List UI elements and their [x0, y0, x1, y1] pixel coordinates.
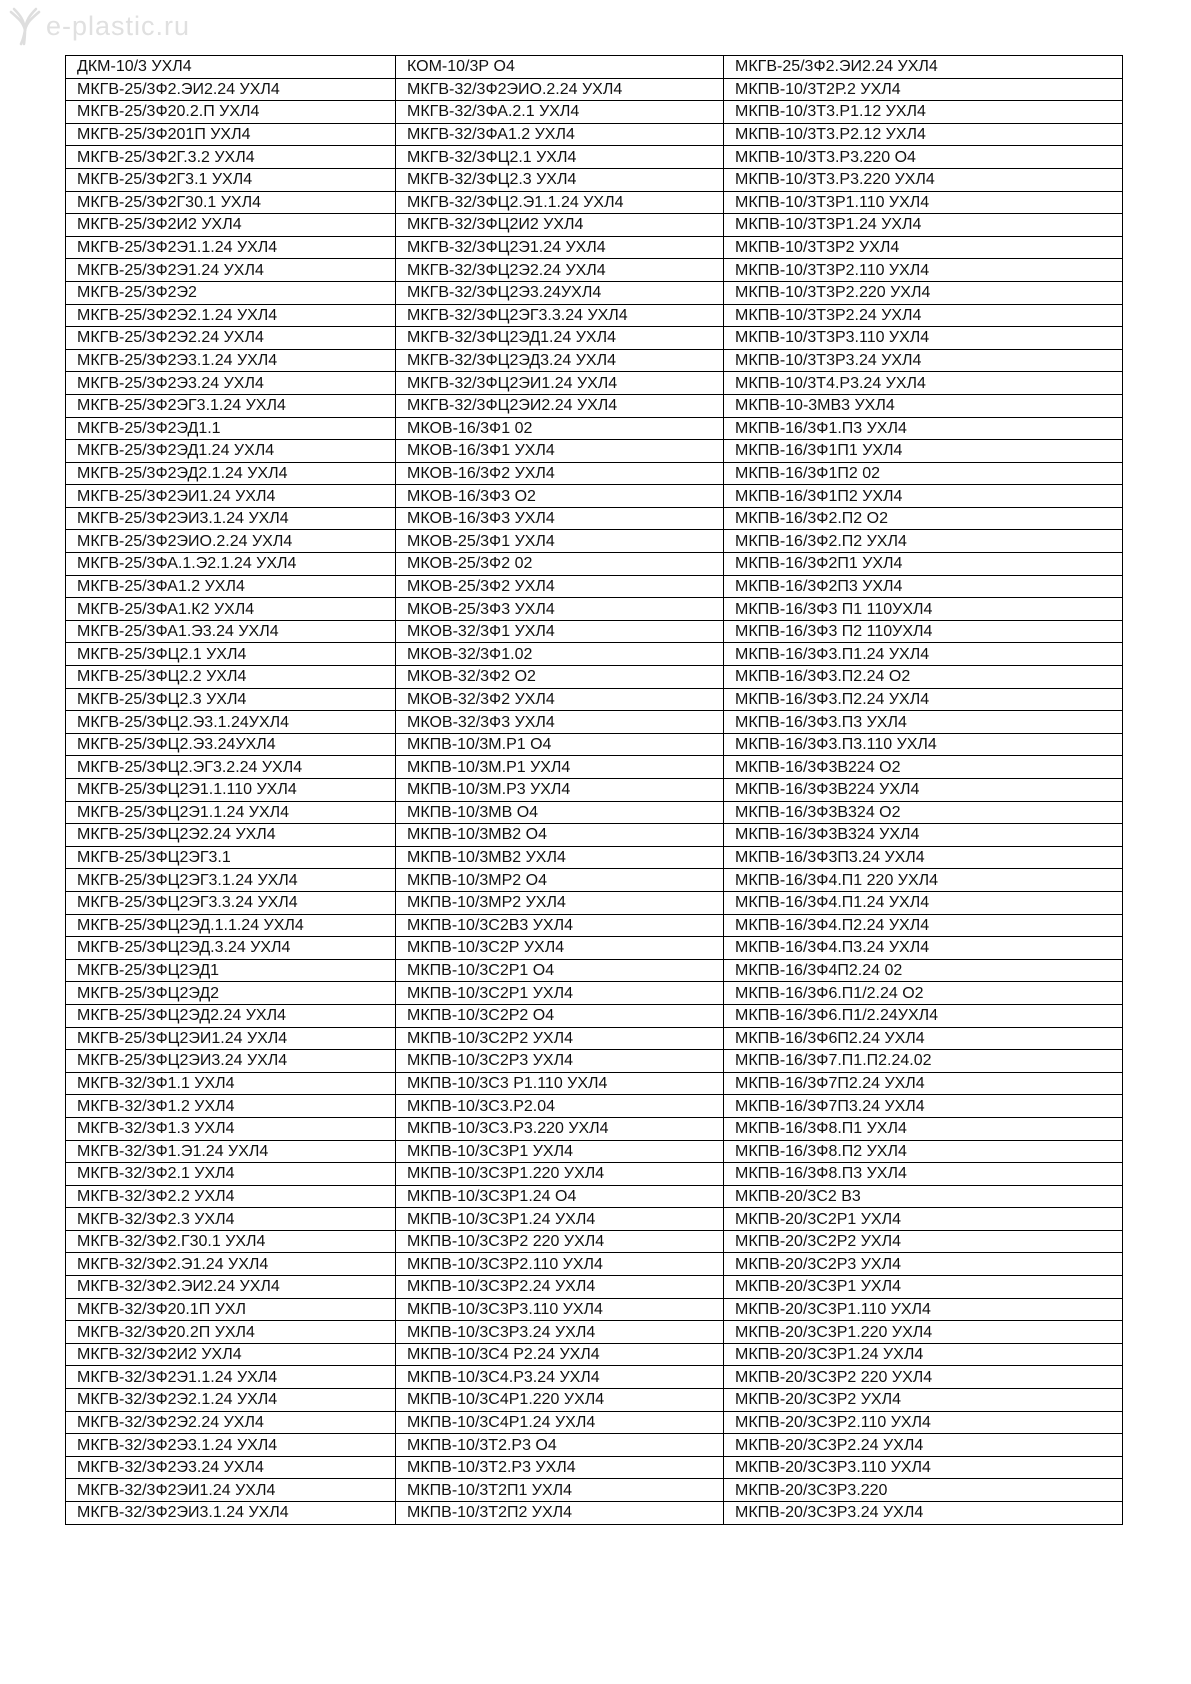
table-row [66, 1117, 1123, 1140]
model-code-cell: МКГВ-32/3ФЦ2И2 УХЛ4 [396, 214, 724, 237]
model-code-cell: МКПВ-10/3С2Р УХЛ4 [396, 937, 724, 960]
model-code-cell: МКПВ-16/3Ф3.П2.24 О2 [724, 666, 1123, 689]
model-code-cell: МКОВ-32/3Ф2 О2 [396, 666, 724, 689]
table-row [66, 417, 1123, 440]
table-row [66, 666, 1123, 689]
model-code-cell: МКПВ-16/3Ф8.П1 УХЛ4 [724, 1117, 1123, 1140]
model-code-cell: МКГВ-25/3ФЦ2.ЭГ3.2.24 УХЛ4 [66, 756, 396, 779]
model-code-cell: МКПВ-16/3Ф3В224 УХЛ4 [724, 779, 1123, 802]
model-code-cell: МКГВ-32/3Ф2.3 УХЛ4 [66, 1208, 396, 1231]
model-code-cell: МКГВ-32/3Ф2ЭИ1.24 УХЛ4 [66, 1479, 396, 1502]
model-code-cell: МКПВ-10/3Т2П2 УХЛ4 [396, 1502, 724, 1525]
model-code-cell: МКОВ-16/3Ф1 02 [396, 417, 724, 440]
model-code-cell: МКПВ-16/3Ф7П2.24 УХЛ4 [724, 1072, 1123, 1095]
model-code-cell: МКПВ-16/3Ф3В324 УХЛ4 [724, 824, 1123, 847]
model-code-cell: МКПВ-10/3Т3.Р1.12 УХЛ4 [724, 101, 1123, 124]
model-code-cell: МКГВ-25/3Ф2ЭД2.1.24 УХЛ4 [66, 462, 396, 485]
model-code-cell: МКГВ-32/3Ф1.3 УХЛ4 [66, 1117, 396, 1140]
model-code-cell: МКПВ-16/3Ф3.П3 УХЛ4 [724, 711, 1123, 734]
model-code-cell: МКПВ-10/3Т4.Р3.24 УХЛ4 [724, 372, 1123, 395]
model-code-cell: МКПВ-16/3Ф4.П1 220 УХЛ4 [724, 869, 1123, 892]
model-code-cell: МКПВ-10/3С4Р1.24 УХЛ4 [396, 1411, 724, 1434]
table-row [66, 688, 1123, 711]
model-code-cell: МКПВ-20/3С2Р3 УХЛ4 [724, 1253, 1123, 1276]
model-code-cell: МКПВ-20/3С2Р1 УХЛ4 [724, 1208, 1123, 1231]
model-codes-table [65, 55, 1123, 1525]
table-row [66, 1050, 1123, 1073]
model-code-cell: МКГВ-25/3ФЦ2ЭГ3.3.24 УХЛ4 [66, 891, 396, 914]
model-code-cell: МКПВ-16/3Ф6П2.24 УХЛ4 [724, 1027, 1123, 1050]
model-code-cell: МКГВ-32/3ФА.2.1 УХЛ4 [396, 101, 724, 124]
model-code-cell: МКПВ-16/3Ф3.П3.110 УХЛ4 [724, 733, 1123, 756]
model-code-cell: МКГВ-25/3Ф2Г3.1 УХЛ4 [66, 168, 396, 191]
model-code-cell: МКГВ-25/3ФЦ2.Э3.24УХЛ4 [66, 733, 396, 756]
model-code-cell: МКПВ-10/3С3Р3.110 УХЛ4 [396, 1298, 724, 1321]
model-code-cell: МКГВ-32/3ФЦ2ЭИ1.24 УХЛ4 [396, 372, 724, 395]
model-code-cell: МКПВ-16/3Ф8.П2 УХЛ4 [724, 1140, 1123, 1163]
model-code-cell: МКГВ-25/3ФЦ2ЭД1 [66, 959, 396, 982]
table-row [66, 711, 1123, 734]
table-row [66, 620, 1123, 643]
model-code-cell: МКГВ-32/3Ф2Э3.1.24 УХЛ4 [66, 1434, 396, 1457]
model-code-cell: МКПВ-20/3С2 В3 [724, 1185, 1123, 1208]
model-code-cell: МКПВ-10/3С3Р1.24 О4 [396, 1185, 724, 1208]
model-code-cell: МКПВ-10/3М.Р1 УХЛ4 [396, 756, 724, 779]
model-code-cell: МКГВ-25/3ФЦ2ЭД2.24 УХЛ4 [66, 1004, 396, 1027]
table-row [66, 1366, 1123, 1389]
model-code-cell: МКГВ-25/3ФЦ2ЭИ1.24 УХЛ4 [66, 1027, 396, 1050]
model-code-cell: МКГВ-25/3Ф2.ЭИ2.24 УХЛ4 [66, 78, 396, 101]
model-code-cell: МКГВ-25/3ФЦ2ЭД2 [66, 982, 396, 1005]
model-code-cell: МКПВ-16/3Ф1П1 УХЛ4 [724, 440, 1123, 463]
table-row [66, 1434, 1123, 1457]
model-code-cell: МКПВ-10/3С3Р1.24 УХЛ4 [396, 1208, 724, 1231]
model-code-cell: МКГВ-32/3ФЦ2ЭД1.24 УХЛ4 [396, 327, 724, 350]
model-code-cell: МКПВ-10/3С3.Р3.220 УХЛ4 [396, 1117, 724, 1140]
model-code-cell: МКГВ-32/3Ф2ЭИО.2.24 УХЛ4 [396, 78, 724, 101]
model-code-cell: МКГВ-32/3Ф2Э3.24 УХЛ4 [66, 1456, 396, 1479]
model-code-cell: МКГВ-32/3ФЦ2.1 УХЛ4 [396, 146, 724, 169]
table-row [66, 349, 1123, 372]
table-row [66, 1343, 1123, 1366]
model-code-cell: МКПВ-10/3Т2.Р3 УХЛ4 [396, 1456, 724, 1479]
model-code-cell: МКПВ-10/3Т2П1 УХЛ4 [396, 1479, 724, 1502]
model-code-cell: МКГВ-25/3Ф2.ЭИ2.24 УХЛ4 [724, 56, 1123, 79]
table-row [66, 530, 1123, 553]
model-code-cell: КОМ-10/3Р О4 [396, 56, 724, 79]
model-code-cell: МКПВ-16/3Ф3 П2 110УХЛ4 [724, 620, 1123, 643]
model-code-cell: МКГВ-32/3Ф2Э2.1.24 УХЛ4 [66, 1389, 396, 1412]
model-code-cell: МКПВ-10/3МВ О4 [396, 801, 724, 824]
model-code-cell: МКГВ-32/3Ф2Э1.1.24 УХЛ4 [66, 1366, 396, 1389]
model-code-cell: МКГВ-25/3Ф2ЭД1.24 УХЛ4 [66, 440, 396, 463]
model-code-cell: МКПВ-10-3МВ3 УХЛ4 [724, 394, 1123, 417]
model-code-cell: МКПВ-10/3С3Р3.24 УХЛ4 [396, 1321, 724, 1344]
model-code-cell: МКГВ-25/3Ф20.2.П УХЛ4 [66, 101, 396, 124]
model-code-cell: МКПВ-10/3Т3Р2.110 УХЛ4 [724, 259, 1123, 282]
model-code-cell: МКГВ-32/3Ф20.1П УХЛ [66, 1298, 396, 1321]
model-code-cell: МКПВ-20/3С3Р3.24 УХЛ4 [724, 1502, 1123, 1525]
model-code-cell: МКПВ-10/3Т3.Р3.220 УХЛ4 [724, 168, 1123, 191]
model-code-cell: МКПВ-20/3С3Р2.24 УХЛ4 [724, 1434, 1123, 1457]
model-code-cell: МКГВ-32/3ФА1.2 УХЛ4 [396, 123, 724, 146]
table-row [66, 1411, 1123, 1434]
table-row [66, 440, 1123, 463]
model-code-cell: МКГВ-25/3Ф2ЭГ3.1.24 УХЛ4 [66, 394, 396, 417]
model-code-cell: МКГВ-25/3ФЦ2.2 УХЛ4 [66, 666, 396, 689]
model-code-cell: МКГВ-25/3Ф2Э3.24 УХЛ4 [66, 372, 396, 395]
model-code-cell: МКПВ-16/3Ф2П3 УХЛ4 [724, 575, 1123, 598]
table-row [66, 914, 1123, 937]
table-row [66, 1163, 1123, 1186]
model-code-cell: МКПВ-10/3МВ2 УХЛ4 [396, 846, 724, 869]
model-code-cell: МКПВ-20/3С3Р1.24 УХЛ4 [724, 1343, 1123, 1366]
model-code-cell: МКПВ-10/3С3.Р2.04 [396, 1095, 724, 1118]
table-row [66, 1004, 1123, 1027]
model-code-cell: МКОВ-32/3Ф1.02 [396, 643, 724, 666]
table-row [66, 304, 1123, 327]
model-code-cell: МКПВ-20/3С3Р2.110 УХЛ4 [724, 1411, 1123, 1434]
model-code-cell: МКГВ-25/3Ф2ЭД1.1 [66, 417, 396, 440]
model-code-cell: МКОВ-32/3Ф2 УХЛ4 [396, 688, 724, 711]
model-code-cell: МКГВ-32/3Ф2И2 УХЛ4 [66, 1343, 396, 1366]
model-code-cell: МКГВ-25/3ФА1.Э3.24 УХЛ4 [66, 620, 396, 643]
model-code-cell: МКГВ-32/3Ф2.Э1.24 УХЛ4 [66, 1253, 396, 1276]
model-code-cell: МКПВ-20/3С3Р1 УХЛ4 [724, 1276, 1123, 1299]
model-code-cell: МКГВ-25/3ФЦ2.Э3.1.24УХЛ4 [66, 711, 396, 734]
model-code-cell: МКПВ-10/3Т3Р1.24 УХЛ4 [724, 214, 1123, 237]
watermark-text: e-plastic.ru [46, 10, 191, 41]
table-row [66, 1140, 1123, 1163]
table-row [66, 394, 1123, 417]
model-code-cell: МКПВ-10/3С3Р2.24 УХЛ4 [396, 1276, 724, 1299]
model-code-cell: МКОВ-16/3Ф1 УХЛ4 [396, 440, 724, 463]
model-code-cell: МКГВ-32/3Ф2.Г30.1 УХЛ4 [66, 1230, 396, 1253]
model-code-cell: МКОВ-25/3Ф3 УХЛ4 [396, 598, 724, 621]
model-code-cell: МКГВ-25/3ФЦ2.3 УХЛ4 [66, 688, 396, 711]
model-code-cell: МКПВ-10/3С2Р1 О4 [396, 959, 724, 982]
table-row [66, 191, 1123, 214]
model-code-cell: МКГВ-25/3ФЦ2ЭИ3.24 УХЛ4 [66, 1050, 396, 1073]
model-code-cell: МКПВ-20/3С3Р3.110 УХЛ4 [724, 1456, 1123, 1479]
model-code-cell: МКГВ-25/3ФЦ2ЭД.1.1.24 УХЛ4 [66, 914, 396, 937]
model-code-cell: МКПВ-20/3С3Р1.220 УХЛ4 [724, 1321, 1123, 1344]
table-row [66, 598, 1123, 621]
model-code-cell: МКОВ-16/3Ф3 О2 [396, 485, 724, 508]
table-row [66, 281, 1123, 304]
model-table-body [66, 56, 1123, 1525]
model-code-cell: МКПВ-10/3С2Р2 О4 [396, 1004, 724, 1027]
model-code-cell: МКГВ-32/3ФЦ2ЭИ2.24 УХЛ4 [396, 394, 724, 417]
table-row [66, 643, 1123, 666]
model-code-cell: МКПВ-10/3Т3.Р3.220 О4 [724, 146, 1123, 169]
model-code-cell: МКГВ-25/3Ф2Э2.24 УХЛ4 [66, 327, 396, 350]
table-row [66, 1298, 1123, 1321]
model-code-cell: МКОВ-25/3Ф2 УХЛ4 [396, 575, 724, 598]
model-code-cell: МКОВ-32/3Ф3 УХЛ4 [396, 711, 724, 734]
model-code-cell: МКПВ-16/3Ф3 П1 110УХЛ4 [724, 598, 1123, 621]
table-row [66, 485, 1123, 508]
model-code-cell: МКПВ-10/3Т3Р2 УХЛ4 [724, 236, 1123, 259]
model-code-cell: МКПВ-10/3МР2 УХЛ4 [396, 891, 724, 914]
model-code-cell: МКПВ-10/3Т2.Р3 О4 [396, 1434, 724, 1457]
table-row [66, 78, 1123, 101]
model-code-cell: МКГВ-25/3Ф2ЭИО.2.24 УХЛ4 [66, 530, 396, 553]
table-row [66, 959, 1123, 982]
table-row [66, 327, 1123, 350]
model-code-cell: МКОВ-16/3Ф2 УХЛ4 [396, 462, 724, 485]
model-code-cell: МКГВ-32/3Ф2.1 УХЛ4 [66, 1163, 396, 1186]
model-code-cell: МКПВ-16/3Ф3В324 О2 [724, 801, 1123, 824]
model-code-cell: МКПВ-20/3С3Р2 220 УХЛ4 [724, 1366, 1123, 1389]
model-code-cell: МКГВ-25/3Ф201П УХЛ4 [66, 123, 396, 146]
table-row [66, 1027, 1123, 1050]
table-row [66, 733, 1123, 756]
model-code-cell: МКПВ-16/3Ф3В224 О2 [724, 756, 1123, 779]
model-code-cell: МКПВ-10/3М.Р3 УХЛ4 [396, 779, 724, 802]
model-code-cell: МКПВ-10/3М.Р1 О4 [396, 733, 724, 756]
model-code-cell: МКГВ-25/3ФЦ2.1 УХЛ4 [66, 643, 396, 666]
table-row [66, 1389, 1123, 1412]
model-code-cell: МКГВ-32/3Ф1.2 УХЛ4 [66, 1095, 396, 1118]
model-code-cell: МКПВ-10/3С2Р1 УХЛ4 [396, 982, 724, 1005]
table-row [66, 123, 1123, 146]
model-code-cell: МКПВ-16/3Ф2.П2 УХЛ4 [724, 530, 1123, 553]
model-code-cell: МКПВ-20/3С3Р3.220 [724, 1479, 1123, 1502]
model-code-cell: МКПВ-10/3С3Р2 220 УХЛ4 [396, 1230, 724, 1253]
model-code-cell: МКПВ-10/3С2Р3 УХЛ4 [396, 1050, 724, 1073]
model-code-cell: МКГВ-25/3Ф2ЭИ3.1.24 УХЛ4 [66, 507, 396, 530]
model-code-cell: МКПВ-10/3С4 Р2.24 УХЛ4 [396, 1343, 724, 1366]
model-code-cell: МКГВ-25/3Ф2ЭИ1.24 УХЛ4 [66, 485, 396, 508]
model-code-cell: МКГВ-25/3ФЦ2Э1.1.110 УХЛ4 [66, 779, 396, 802]
model-code-cell: МКПВ-10/3МР2 О4 [396, 869, 724, 892]
model-code-cell: МКПВ-16/3Ф4.П1.24 УХЛ4 [724, 891, 1123, 914]
table-row [66, 779, 1123, 802]
model-code-cell: МКПВ-10/3С2Р2 УХЛ4 [396, 1027, 724, 1050]
model-code-cell: МКПВ-20/3С3Р1.110 УХЛ4 [724, 1298, 1123, 1321]
table-row [66, 168, 1123, 191]
model-code-cell: МКОВ-32/3Ф1 УХЛ4 [396, 620, 724, 643]
model-code-cell: МКПВ-10/3С3Р2.110 УХЛ4 [396, 1253, 724, 1276]
model-code-cell: МКГВ-32/3Ф2.ЭИ2.24 УХЛ4 [66, 1276, 396, 1299]
table-row [66, 1276, 1123, 1299]
table-row [66, 1479, 1123, 1502]
model-code-cell: МКПВ-16/3Ф1П2 УХЛ4 [724, 485, 1123, 508]
table-row [66, 1253, 1123, 1276]
model-code-cell: МКГВ-32/3ФЦ2ЭГ3.3.24 УХЛ4 [396, 304, 724, 327]
model-code-cell: МКПВ-16/3Ф3.П1.24 УХЛ4 [724, 643, 1123, 666]
table-row [66, 214, 1123, 237]
model-code-cell: МКПВ-16/3Ф1.П3 УХЛ4 [724, 417, 1123, 440]
table-row [66, 1456, 1123, 1479]
model-code-cell: МКПВ-10/3Т3Р2.220 УХЛ4 [724, 281, 1123, 304]
model-code-cell: ДКМ-10/3 УХЛ4 [66, 56, 396, 79]
model-code-cell: МКГВ-32/3ФЦ2Э3.24УХЛ4 [396, 281, 724, 304]
model-code-cell: МКПВ-10/3Т3Р3.110 УХЛ4 [724, 327, 1123, 350]
model-code-cell: МКГВ-32/3ФЦ2Э2.24 УХЛ4 [396, 259, 724, 282]
model-code-cell: МКПВ-16/3Ф1П2 02 [724, 462, 1123, 485]
table-row [66, 1230, 1123, 1253]
model-code-cell: МКГВ-32/3Ф1.Э1.24 УХЛ4 [66, 1140, 396, 1163]
model-code-cell: МКПВ-16/3Ф4.П3.24 УХЛ4 [724, 937, 1123, 960]
model-code-cell: МКГВ-25/3Ф2Э3.1.24 УХЛ4 [66, 349, 396, 372]
table-row [66, 846, 1123, 869]
table-row [66, 1185, 1123, 1208]
model-code-cell: МКОВ-25/3Ф1 УХЛ4 [396, 530, 724, 553]
table-row [66, 553, 1123, 576]
model-code-cell: МКПВ-10/3С2В3 УХЛ4 [396, 914, 724, 937]
table-row [66, 1072, 1123, 1095]
model-code-cell: МКГВ-25/3ФЦ2Э2.24 УХЛ4 [66, 824, 396, 847]
model-code-cell: МКГВ-32/3Ф2ЭИ3.1.24 УХЛ4 [66, 1502, 396, 1525]
model-code-cell: МКПВ-16/3Ф7.П1.П2.24.02 [724, 1050, 1123, 1073]
model-code-cell: МКПВ-10/3С3Р1 УХЛ4 [396, 1140, 724, 1163]
model-code-cell: МКПВ-20/3С3Р2 УХЛ4 [724, 1389, 1123, 1412]
model-code-cell: МКПВ-10/3С3Р1.220 УХЛ4 [396, 1163, 724, 1186]
model-code-cell: МКГВ-32/3ФЦ2.Э1.1.24 УХЛ4 [396, 191, 724, 214]
model-code-cell: МКГВ-25/3ФЦ2ЭГ3.1.24 УХЛ4 [66, 869, 396, 892]
model-code-cell: МКГВ-32/3Ф1.1 УХЛ4 [66, 1072, 396, 1095]
model-code-cell: МКГВ-25/3Ф2Г30.1 УХЛ4 [66, 191, 396, 214]
model-code-cell: МКПВ-10/3С3 Р1.110 УХЛ4 [396, 1072, 724, 1095]
model-code-cell: МКПВ-10/3Т3Р3.24 УХЛ4 [724, 349, 1123, 372]
model-code-cell: МКПВ-10/3МВ2 О4 [396, 824, 724, 847]
model-code-cell: МКГВ-32/3ФЦ2Э1.24 УХЛ4 [396, 236, 724, 259]
table-row [66, 372, 1123, 395]
table-row [66, 801, 1123, 824]
table-row [66, 507, 1123, 530]
table-row [66, 146, 1123, 169]
model-code-cell: МКГВ-25/3Ф2И2 УХЛ4 [66, 214, 396, 237]
model-code-cell: МКГВ-32/3ФЦ2.3 УХЛ4 [396, 168, 724, 191]
model-code-cell: МКОВ-16/3Ф3 УХЛ4 [396, 507, 724, 530]
model-code-cell: МКГВ-25/3ФЦ2ЭГ3.1 [66, 846, 396, 869]
model-code-cell: МКПВ-16/3Ф3П3.24 УХЛ4 [724, 846, 1123, 869]
model-code-cell: МКГВ-25/3Ф2Э2 [66, 281, 396, 304]
table-row [66, 869, 1123, 892]
model-code-cell: МКПВ-16/3Ф7П3.24 УХЛ4 [724, 1095, 1123, 1118]
model-code-cell: МКПВ-16/3Ф2.П2 О2 [724, 507, 1123, 530]
model-code-cell: МКПВ-16/3Ф6.П1/2.24УХЛ4 [724, 1004, 1123, 1027]
table-row [66, 56, 1123, 79]
table-row [66, 982, 1123, 1005]
model-code-cell: МКГВ-32/3Ф2Э2.24 УХЛ4 [66, 1411, 396, 1434]
table-row [66, 259, 1123, 282]
model-code-cell: МКПВ-10/3Т3.Р2.12 УХЛ4 [724, 123, 1123, 146]
model-code-cell: МКПВ-16/3Ф2П1 УХЛ4 [724, 553, 1123, 576]
table-row [66, 236, 1123, 259]
table-row [66, 1502, 1123, 1525]
model-code-cell: МКГВ-32/3Ф2.2 УХЛ4 [66, 1185, 396, 1208]
model-code-cell: МКПВ-16/3Ф8.П3 УХЛ4 [724, 1163, 1123, 1186]
model-code-cell: МКОВ-25/3Ф2 02 [396, 553, 724, 576]
table-row [66, 891, 1123, 914]
model-code-cell: МКПВ-20/3С2Р2 УХЛ4 [724, 1230, 1123, 1253]
model-code-cell: МКПВ-10/3С4.Р3.24 УХЛ4 [396, 1366, 724, 1389]
model-code-cell: МКГВ-25/3Ф2Э2.1.24 УХЛ4 [66, 304, 396, 327]
table-row [66, 1208, 1123, 1231]
table-row [66, 1095, 1123, 1118]
model-code-cell: МКПВ-16/3Ф6.П1/2.24 О2 [724, 982, 1123, 1005]
model-code-cell: МКГВ-25/3ФА1.К2 УХЛ4 [66, 598, 396, 621]
model-code-cell: МКПВ-16/3Ф4П2.24 02 [724, 959, 1123, 982]
model-code-cell: МКПВ-16/3Ф3.П2.24 УХЛ4 [724, 688, 1123, 711]
model-code-cell: МКГВ-25/3Ф2Э1.24 УХЛ4 [66, 259, 396, 282]
model-code-cell: МКГВ-32/3ФЦ2ЭД3.24 УХЛ4 [396, 349, 724, 372]
model-code-cell: МКПВ-16/3Ф4.П2.24 УХЛ4 [724, 914, 1123, 937]
table-row [66, 937, 1123, 960]
table-row [66, 824, 1123, 847]
model-code-cell: МКГВ-25/3ФЦ2ЭД.3.24 УХЛ4 [66, 937, 396, 960]
model-code-cell: МКГВ-25/3Ф2Г.3.2 УХЛ4 [66, 146, 396, 169]
e-plastic-logo-icon [8, 6, 42, 46]
table-row [66, 101, 1123, 124]
model-code-cell: МКГВ-25/3Ф2Э1.1.24 УХЛ4 [66, 236, 396, 259]
table-row [66, 575, 1123, 598]
table-row [66, 462, 1123, 485]
table-row [66, 756, 1123, 779]
watermark [8, 6, 190, 46]
model-code-cell: МКГВ-25/3ФА1.2 УХЛ4 [66, 575, 396, 598]
model-code-cell: МКГВ-25/3ФЦ2Э1.1.24 УХЛ4 [66, 801, 396, 824]
model-code-cell: МКГВ-32/3Ф20.2П УХЛ4 [66, 1321, 396, 1344]
table-row [66, 1321, 1123, 1344]
model-code-cell: МКГВ-25/3ФА.1.Э2.1.24 УХЛ4 [66, 553, 396, 576]
model-code-cell: МКПВ-10/3Т3Р1.110 УХЛ4 [724, 191, 1123, 214]
model-code-cell: МКПВ-10/3Т2Р.2 УХЛ4 [724, 78, 1123, 101]
model-code-cell: МКПВ-10/3Т3Р2.24 УХЛ4 [724, 304, 1123, 327]
model-code-cell: МКПВ-10/3С4Р1.220 УХЛ4 [396, 1389, 724, 1412]
